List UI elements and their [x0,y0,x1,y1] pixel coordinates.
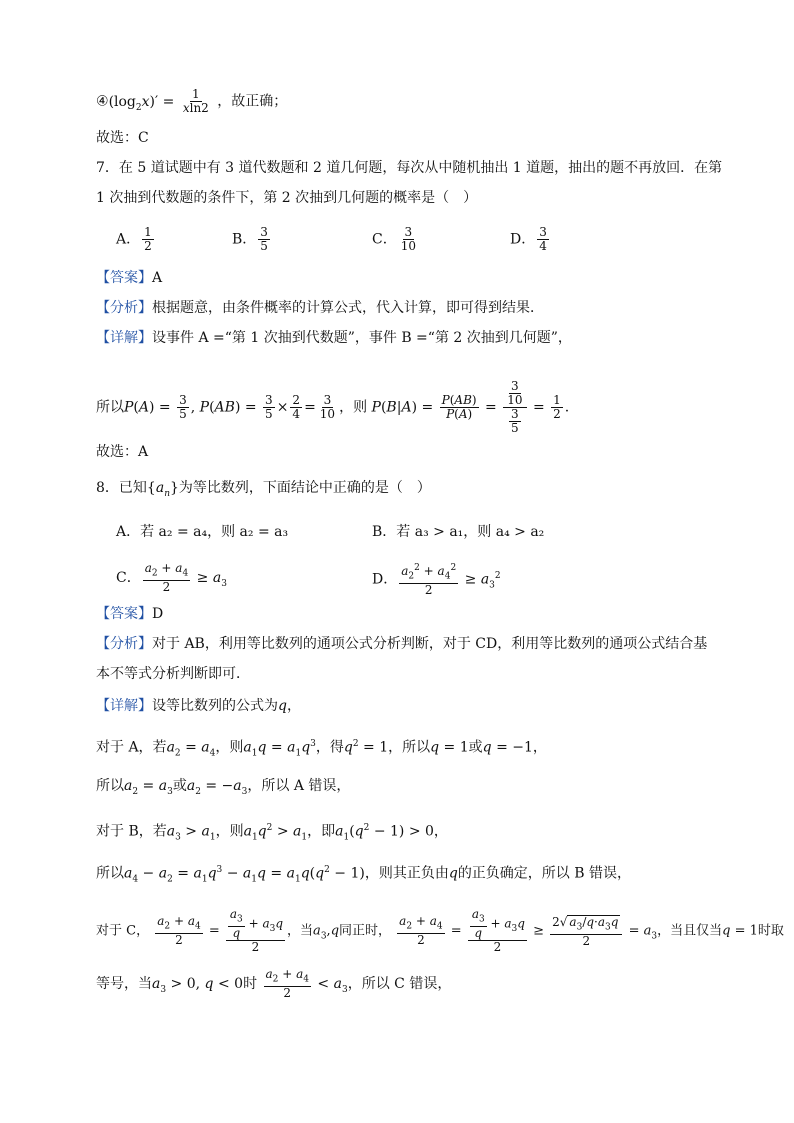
q8-answer-line: 【答案】D [96,606,164,622]
q8-option-a: A．若 a₂ = a₄，则 a₂ = a₃ [116,524,289,540]
q8-option-d: D． $\frac{a_2^2 + a_4^2}{2}$ ≥ $a_3^2$ [372,563,501,598]
q7-answer-line: 【答案】A [96,270,163,286]
q7-option-a: A． $\frac{1}{2}$ [116,225,152,253]
q8-case-a-line: 对于 A，若$a_2 = a_4$，则$a_1q = a_1q^3$，得$q^2 = 1$，所以q = 1或q = −1， [96,739,547,759]
q7-option-c: C． $\frac{3}{10}$ [372,225,416,253]
q8-stem-line: 8．已知$\{a_n\}$为等比数列，下面结论中正确的是（ ） [96,480,431,499]
q7-calculation-line: 所以P(A) = $\frac{3}{5}$ , P(AB) = $\frac{3}{5}$ × $\frac{2}{4}$ = $\frac{3}{10}$ ，则 P(B|A) = $\frac{P(AB)}{P(A)}$ = $\frac{\frac{3}{10}}{\frac{3}{5}}$ = $\frac{1}{2}$ . [96,379,570,435]
q8-option-b: B．若 a₃ > a₁，则 a₄ > a₂ [372,524,545,540]
q7-analysis-line: 【分析】根据题意，由条件概率的计算公式，代入计算，即可得到结果． [96,300,544,316]
q8-analysis-line-2: 本不等式分析判断即可． [96,666,250,682]
q7-detail-line: 【详解】设事件 A =“第 1 次抽到代数题”，事件 B =“第 2 次抽到几何题”， [96,330,572,346]
fraction-1-xln2: $\frac{1}{xln2}$ [182,87,209,115]
q8-detail-line: 【详解】设等比数列的公式为q， [96,698,301,714]
q7-option-b: B． $\frac{3}{5}$ [232,225,268,253]
q8-case-b-conclusion: 所以$a_4 - a_2 = a_1q^3 - a_1q = a_1q(q^2 - 1)$，则其正负由q的正负确定，所以 B 错误， [96,865,632,885]
q8-case-c-conclusion: 等号，当$a_3 > 0$, q < 0时 $\frac{a_2 + a_4}{2}$ < $a_3$，所以 C 错误， [96,967,452,1001]
q7-stem-line-2: 1 次抽到代数题的条件下，第 2 次抽到几何题的概率是（ ） [96,190,478,206]
circled-4: ④ [96,93,109,110]
q7-stem-line-1: 7．在 5 道试题中有 3 道代数题和 2 道几何题，每次从中随机抽出 1 道题，抽出的题不再放回．在第 [96,160,723,176]
q7-option-d: D． $\frac{3}{4}$ [510,225,547,253]
q8-case-a-conclusion: 所以$a_2 = a_3$或$a_2 = -a_3$，所以 A 错误， [96,778,351,797]
q8-analysis-line-1: 【分析】对于 AB，利用等比数列的通项公式分析判断，对于 CD，利用等比数列的通项公式结合基 [96,636,708,652]
q8-option-c: C． $\frac{a_2 + a_4}{2}$ ≥ $a_3$ [116,561,227,595]
q8-case-c-line: 对于 C， $\frac{a_2 + a_4}{2}$ = $\frac{a_3}{q}$ + $a_3q$ 2 ，当$a_3,q$同正时， $\frac{a_2 + a_4}{2}$ = $\frac{a_3}{q}$ + $a_3q$ 2 ≥ $\frac{2√ a_3/q\cdot a_3q}{2}$ = $a_3$，当且仅当q = 1时取 [96,907,784,955]
choose-c-line: 故选：C [96,130,149,146]
log-derivative-line: $④(\log_2x)'$ = $\frac{1}{xln2}$ ，故正确； [96,87,288,115]
q7-choose-line: 故选：A [96,444,149,460]
q8-case-b-line: 对于 B，若$a_3 > a_1$，则$a_1q^2 > a_1$，即$a_1(q^2 - 1) > 0$， [96,823,448,843]
